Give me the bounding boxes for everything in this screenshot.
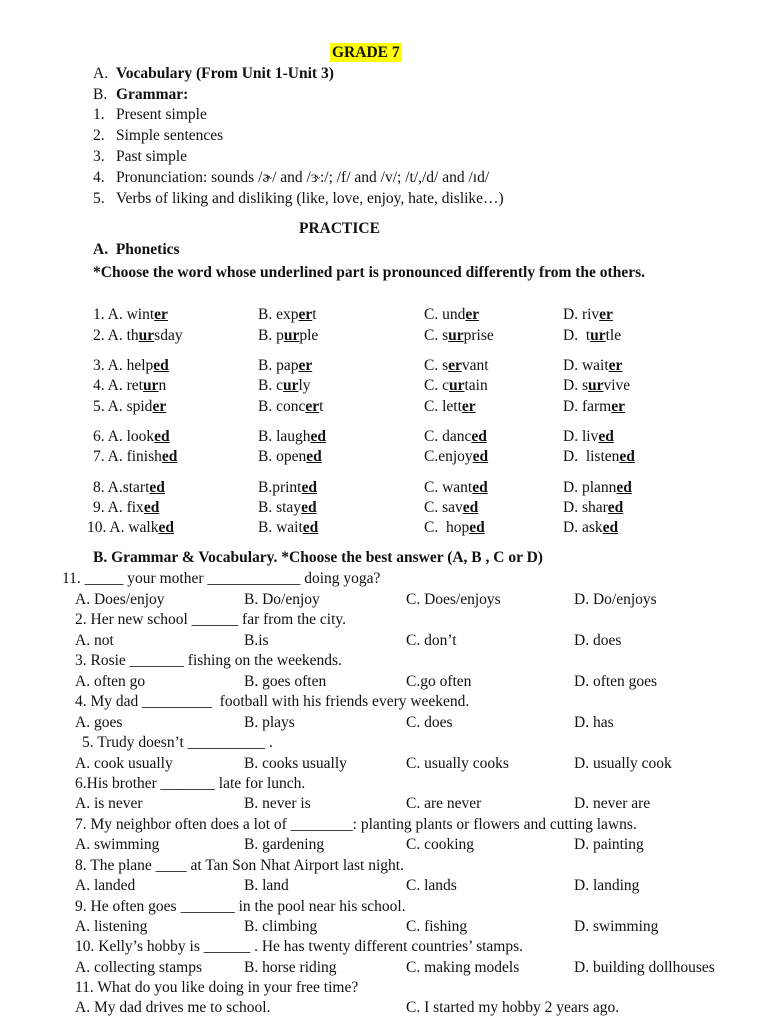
question-text: 7. My neighbor often does a lot of ________: planting plants or flowers and cutting lawns. bbox=[75, 816, 637, 833]
option-text: ple bbox=[299, 327, 319, 344]
question-text: 4. My dad _________ football with his friends every weekend. bbox=[75, 693, 470, 710]
phonetics-option bbox=[424, 498, 478, 517]
question-text: 3. Rosie _______ fishing on the weekends. bbox=[75, 652, 342, 669]
practice-heading: PRACTICE bbox=[299, 220, 380, 237]
option-text: vant bbox=[461, 357, 489, 374]
question-text: 6.His brother _______ late for lunch. bbox=[75, 775, 306, 792]
answer-option: A. Does/enjoy bbox=[75, 591, 165, 608]
answer-option: A. goes bbox=[75, 714, 123, 731]
option-text: 4. A. ret bbox=[93, 377, 143, 394]
underlined-sound: er bbox=[298, 306, 313, 323]
answer-option: B. never is bbox=[244, 795, 311, 812]
phonetics-option bbox=[258, 427, 326, 446]
phonetics-option bbox=[93, 376, 166, 395]
outline-marker: 2. bbox=[93, 127, 105, 144]
phonetics-option bbox=[563, 376, 630, 395]
answer-option: C. I started my hobby 2 years ago. bbox=[406, 999, 620, 1016]
answer-option: B. plays bbox=[244, 714, 295, 731]
phonetics-option bbox=[258, 447, 322, 466]
question-text: 9. He often goes _______ in the pool near his school. bbox=[75, 898, 406, 915]
underlined-sound: er bbox=[305, 398, 320, 415]
phonetics-heading: A. Phonetics bbox=[93, 241, 180, 258]
question-text: 2. Her new school ______ far from the city. bbox=[75, 611, 347, 628]
answer-option: D. usually cook bbox=[574, 755, 672, 772]
answer-option: A. collecting stamps bbox=[75, 959, 202, 976]
answer-option: D. Do/enjoys bbox=[574, 591, 657, 608]
answer-option: D. often goes bbox=[574, 673, 658, 690]
answer-option: C. making models bbox=[406, 959, 520, 976]
question-text: 5. Trudy doesn’t __________ . bbox=[82, 734, 273, 751]
option-text: 9. A. fix bbox=[93, 499, 144, 516]
option-text: C. s bbox=[424, 357, 449, 374]
underlined-sound: ur bbox=[587, 377, 604, 394]
option-text: n bbox=[158, 377, 167, 394]
option-text: B. exp bbox=[258, 306, 299, 323]
phonetics-option bbox=[258, 305, 317, 324]
phonetics-option bbox=[258, 478, 317, 497]
option-text: C. sav bbox=[424, 499, 463, 516]
phonetics-option bbox=[93, 427, 170, 446]
option-text: B. open bbox=[258, 448, 307, 465]
underlined-sound: ur bbox=[590, 327, 606, 344]
phonetics-option bbox=[258, 518, 318, 537]
underlined-sound: ur bbox=[448, 327, 464, 344]
option-text: D. ask bbox=[563, 519, 603, 536]
phonetics-option bbox=[93, 305, 168, 324]
underlined-sound: ed bbox=[472, 448, 489, 465]
underlined-sound: ed bbox=[472, 479, 488, 496]
answer-option: D. swimming bbox=[574, 918, 659, 935]
option-text: prise bbox=[463, 327, 494, 344]
answer-option: A. often go bbox=[75, 673, 146, 690]
answer-option: C. don’t bbox=[406, 632, 457, 649]
phonetics-option bbox=[563, 447, 635, 466]
option-text: D. shar bbox=[563, 499, 608, 516]
outline-marker: 3. bbox=[93, 148, 105, 165]
answer-option: B. cooks usually bbox=[244, 755, 347, 772]
option-text: B. wait bbox=[258, 519, 303, 536]
phonetics-option bbox=[93, 326, 183, 345]
answer-option: A. swimming bbox=[75, 836, 160, 853]
underlined-sound: er bbox=[152, 398, 167, 415]
answer-option: A. listening bbox=[75, 918, 148, 935]
option-text: tain bbox=[464, 377, 488, 394]
outline-marker: 1. bbox=[93, 106, 105, 123]
option-text: B. laugh bbox=[258, 428, 311, 445]
option-text: C. lett bbox=[424, 398, 462, 415]
phonetics-option bbox=[563, 326, 621, 345]
option-text: B. stay bbox=[258, 499, 302, 516]
phonetics-option bbox=[424, 356, 489, 375]
option-text: t bbox=[319, 398, 324, 415]
underlined-sound: er bbox=[599, 306, 613, 323]
phonetics-option bbox=[563, 478, 632, 497]
phonetics-option bbox=[563, 305, 613, 324]
answer-option: D. does bbox=[574, 632, 622, 649]
question-text: 11. What do you like doing in your free time? bbox=[75, 979, 359, 996]
option-text: t bbox=[312, 306, 317, 323]
outline-marker: 4. bbox=[93, 169, 105, 186]
answer-option: B.is bbox=[244, 632, 269, 649]
phonetics-option bbox=[563, 427, 614, 446]
phonetics-option bbox=[258, 326, 318, 345]
answer-option: A. cook usually bbox=[75, 755, 173, 772]
option-text: ly bbox=[298, 377, 311, 394]
phonetics-option bbox=[93, 397, 166, 416]
option-text: 10. A. walk bbox=[87, 519, 159, 536]
phonetics-option bbox=[424, 305, 479, 324]
underlined-sound: ur bbox=[448, 377, 465, 394]
underlined-sound: ed bbox=[469, 519, 485, 536]
answer-option: B. horse riding bbox=[244, 959, 337, 976]
phonetics-option bbox=[424, 427, 487, 446]
phonetics-option bbox=[563, 518, 618, 537]
phonetics-option bbox=[93, 498, 159, 517]
underlined-sound: ed bbox=[616, 479, 632, 496]
outline-marker: 5. bbox=[93, 190, 105, 207]
underlined-sound: ur bbox=[283, 327, 300, 344]
underlined-sound: ed bbox=[302, 519, 319, 536]
underlined-sound: er bbox=[154, 306, 168, 323]
underlined-sound: ed bbox=[306, 448, 322, 465]
answer-option: C. cooking bbox=[406, 836, 475, 853]
option-text: 7. A. finish bbox=[93, 448, 162, 465]
underlined-sound: ed bbox=[619, 448, 635, 465]
answer-option: B. goes often bbox=[244, 673, 327, 690]
option-text: C. und bbox=[424, 306, 466, 323]
answer-option: A. not bbox=[75, 632, 114, 649]
underlined-sound: er bbox=[298, 357, 313, 374]
underlined-sound: ed bbox=[301, 499, 317, 516]
phonetics-option bbox=[258, 376, 311, 395]
underlined-sound: ed bbox=[607, 499, 624, 516]
option-text: C. danc bbox=[424, 428, 472, 445]
option-text: C. c bbox=[424, 377, 449, 394]
option-text: C. hop bbox=[424, 519, 470, 536]
phonetics-option bbox=[424, 478, 488, 497]
underlined-sound: ed bbox=[301, 479, 317, 496]
option-text: D. s bbox=[563, 377, 588, 394]
outline-item: Pronunciation: sounds /ɚ/ and /ɝ:/; /f/ and /v/; /t/,/d/ and /ɪd/ bbox=[116, 169, 490, 186]
option-text: 1. A. wint bbox=[93, 306, 155, 323]
outline-item: Simple sentences bbox=[116, 127, 224, 144]
option-text: B.print bbox=[258, 479, 302, 496]
underlined-sound: ed bbox=[161, 448, 178, 465]
underlined-sound: er bbox=[465, 306, 480, 323]
answer-option: D. painting bbox=[574, 836, 644, 853]
option-text: B. p bbox=[258, 327, 284, 344]
underlined-sound: ed bbox=[158, 519, 174, 536]
phonetics-option bbox=[424, 326, 494, 345]
phonetics-option bbox=[93, 356, 169, 375]
answer-option: B. Do/enjoy bbox=[244, 591, 320, 608]
underlined-sound: ed bbox=[598, 428, 614, 445]
underlined-sound: ed bbox=[153, 357, 169, 374]
option-text: 8. A.start bbox=[93, 479, 150, 496]
answer-option: A. landed bbox=[75, 877, 136, 894]
option-text: D. wait bbox=[563, 357, 609, 374]
underlined-sound: ur bbox=[282, 377, 299, 394]
outline-item: Past simple bbox=[116, 148, 188, 165]
answer-option: C. does bbox=[406, 714, 453, 731]
outline-item: Grammar: bbox=[116, 86, 189, 103]
option-text: 6. A. look bbox=[93, 428, 155, 445]
option-text: B. conc bbox=[258, 398, 306, 415]
answer-option: D. has bbox=[574, 714, 614, 731]
answer-option: C. lands bbox=[406, 877, 457, 894]
phonetics-option bbox=[424, 397, 476, 416]
option-text: C. s bbox=[424, 327, 449, 344]
underlined-sound: er bbox=[611, 398, 625, 415]
option-text: B. c bbox=[258, 377, 283, 394]
outline-marker: B. bbox=[93, 86, 108, 103]
answer-option: D. building dollhouses bbox=[574, 959, 715, 976]
phonetics-option bbox=[87, 518, 174, 537]
answer-option: B. climbing bbox=[244, 918, 318, 935]
answer-option: C.go often bbox=[406, 673, 472, 690]
underlined-sound: ed bbox=[310, 428, 327, 445]
option-text: sday bbox=[154, 327, 183, 344]
grammar-heading: B. Grammar & Vocabulary. *Choose the best answer (A, B , C or D) bbox=[93, 549, 543, 566]
answer-option: C. are never bbox=[406, 795, 482, 812]
outline-item: Verbs of liking and disliking (like, love, enjoy, hate, dislike…) bbox=[116, 190, 504, 207]
option-text: 5. A. spid bbox=[93, 398, 153, 415]
option-text: C.enjoy bbox=[424, 448, 473, 465]
answer-option: A. is never bbox=[75, 795, 143, 812]
underlined-sound: er bbox=[461, 398, 476, 415]
option-text: vive bbox=[603, 377, 631, 394]
phonetics-option bbox=[424, 518, 485, 537]
phonetics-option bbox=[258, 397, 323, 416]
underlined-sound: ed bbox=[602, 519, 619, 536]
underlined-sound: ur bbox=[142, 377, 159, 394]
option-text: C. want bbox=[424, 479, 473, 496]
answer-option: A. My dad drives me to school. bbox=[75, 999, 271, 1016]
option-text: D. t bbox=[563, 327, 591, 344]
phonetics-option bbox=[563, 356, 622, 375]
phonetics-option bbox=[93, 478, 165, 497]
answer-option: D. never are bbox=[574, 795, 651, 812]
answer-option: B. land bbox=[244, 877, 289, 894]
answer-option: C. Does/enjoys bbox=[406, 591, 501, 608]
question-text: 10. Kelly’s hobby is ______ . He has twenty different countries’ stamps. bbox=[75, 938, 523, 955]
phonetics-option bbox=[563, 498, 623, 517]
outline-marker: A. bbox=[93, 65, 109, 82]
phonetics-option bbox=[258, 356, 312, 375]
underlined-sound: ur bbox=[138, 327, 155, 344]
option-text: D. liv bbox=[563, 428, 599, 445]
answer-option: D. landing bbox=[574, 877, 640, 894]
answer-option: B. gardening bbox=[244, 836, 325, 853]
option-text: 2. A. th bbox=[93, 327, 139, 344]
underlined-sound: ed bbox=[154, 428, 170, 445]
question-text: 11. _____ your mother ____________ doing yoga? bbox=[62, 570, 381, 587]
option-text: D. riv bbox=[563, 306, 600, 323]
question-text: 8. The plane ____ at Tan Son Nhat Airport last night. bbox=[75, 857, 404, 874]
outline-item: Present simple bbox=[116, 106, 207, 123]
phonetics-option bbox=[424, 376, 488, 395]
underlined-sound: ed bbox=[471, 428, 487, 445]
phonetics-option bbox=[424, 447, 488, 466]
underlined-sound: er bbox=[448, 357, 462, 374]
phonetics-option bbox=[563, 397, 625, 416]
phonetics-option bbox=[258, 498, 317, 517]
answer-option: C. usually cooks bbox=[406, 755, 509, 772]
page-title: GRADE 7 bbox=[332, 44, 400, 61]
outline-item: Vocabulary (From Unit 1-Unit 3) bbox=[116, 65, 334, 82]
option-text: B. pap bbox=[258, 357, 299, 374]
underlined-sound: ed bbox=[149, 479, 165, 496]
option-text: 3. A. help bbox=[93, 357, 154, 374]
phonetics-instruction: *Choose the word whose underlined part is pronounced differently from the others. bbox=[93, 264, 645, 281]
option-text: D. farm bbox=[563, 398, 612, 415]
underlined-sound: er bbox=[608, 357, 623, 374]
answer-option: C. fishing bbox=[406, 918, 468, 935]
option-text: tle bbox=[605, 327, 622, 344]
option-text: D. plann bbox=[563, 479, 617, 496]
option-text: D. listen bbox=[563, 448, 620, 465]
underlined-sound: ed bbox=[143, 499, 160, 516]
underlined-sound: ed bbox=[462, 499, 479, 516]
phonetics-option bbox=[93, 447, 177, 466]
